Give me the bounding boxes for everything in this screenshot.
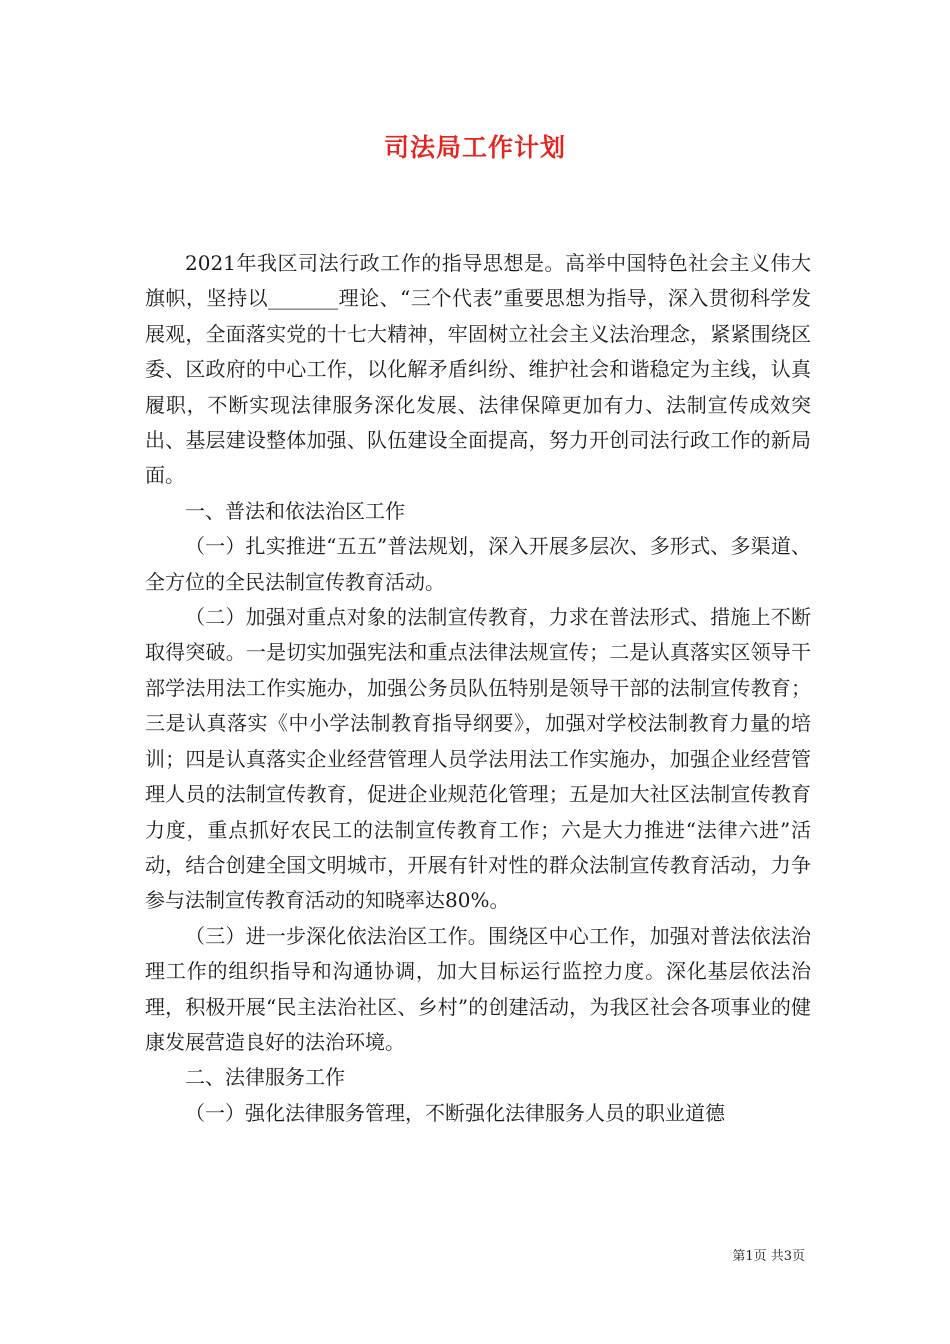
paragraph-1-2: （二）加强对重点对象的法制宣传教育，力求在普法形式、措施上不断取得突破。一是切实加强宪法和重点法律法规宣传；二是认真落实区领导干部学法用法工作实施办，加强公务员队伍特别是领导干部的法制宣传教育；三是认真落实《中小学法制教育指导纲要》，加强对学校法制教育力量的培训；四是认真落实企业经营管理人员学法用法工作实施办，加强企业经营管理人员的法制宣传教育，促进企业规范化管理；五是加大社区法制宣传教育力度，重点抓好农民工的法制宣传教育工作；六是大力推进“法律六进”活动，结合创建全国文明城市，开展有针对性的群众法制宣传教育活动，力争参与法制宣传教育活动的知晓率达80%。 bbox=[145, 605, 811, 913]
paragraph-guiding-thought: 2021年我区司法行政工作的指导思想是。高举中国特色社会主义伟大旗帜，坚持以_______理论、“三个代表”重要思想为指导，深入贯彻科学发展观，全面落实党的十七大精神，牢固树立社会主义法治理念，紧紧围绕区委、区政府的中心工作，以化解矛盾纠纷、维护社会和谐稳定为主线，认真履职，不断实现法律服务深化发展、法律保障更加有力、法制宣传成效突出、基层建设整体加强、队伍建设全面提高，努力开创司法行政工作的新局面。 bbox=[145, 251, 811, 488]
document-body bbox=[145, 246, 811, 1131]
document-title: 司法局工作计划 bbox=[383, 133, 566, 162]
paragraph-1-3: （三）进一步深化依法治区工作。围绕区中心工作，加强对普法依法治理工作的组织指导和沟通协调，加大目标运行监控力度。深化基层依法治理，积极开展“民主法治社区、乡村”的创建活动，为我区社会各项事业的健康发展营造良好的法治环境。 bbox=[145, 923, 811, 1054]
paragraph-2-1: （一）强化法律服务管理，不断强化法律服务人员的职业道德 bbox=[185, 1100, 725, 1125]
section-heading-2: 二、法律服务工作 bbox=[185, 1065, 345, 1090]
paragraph-1-1: （一）扎实推进“五五”普法规划，深入开展多层次、多形式、多渠道、全方位的全民法制宣传教育活动。 bbox=[145, 534, 811, 594]
section-heading-1: 一、普法和依法治区工作 bbox=[185, 498, 405, 523]
page-number: 第1页 共3页 bbox=[732, 1249, 805, 1264]
